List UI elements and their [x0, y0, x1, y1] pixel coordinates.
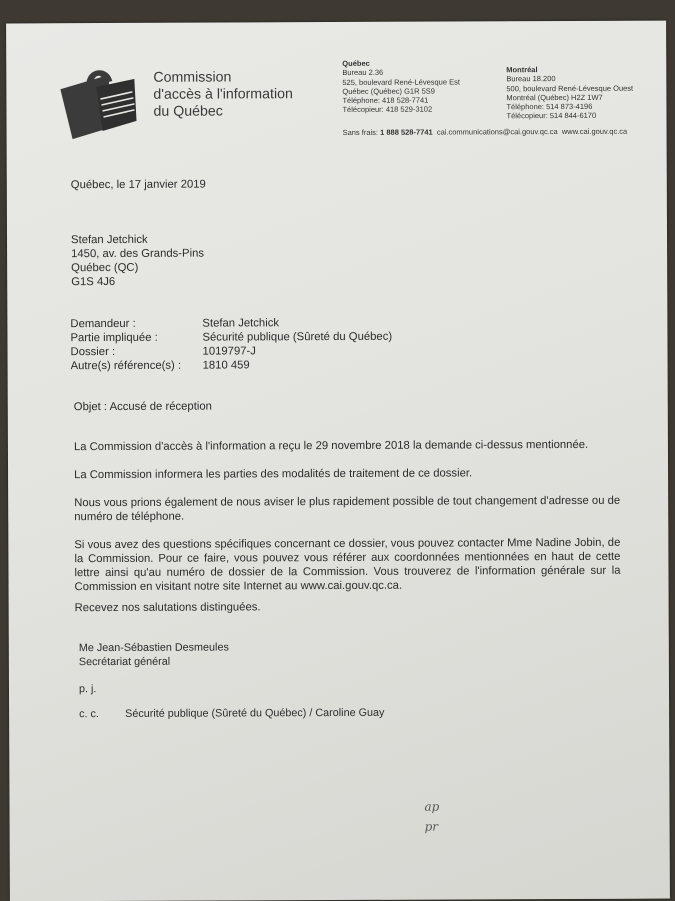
- signatory-name: Me Jean-Sébastien Desmeules: [78, 641, 229, 655]
- contact-email: cai.communications@cai.gouv.qc.ca: [436, 127, 558, 137]
- paragraph: Recevez nos salutations distinguées.: [74, 601, 261, 615]
- quebec-office-address: [342, 58, 460, 114]
- detail-value: Sécurité publique (Sûreté du Québec): [202, 330, 393, 344]
- tollfree-label: Sans frais:: [342, 127, 379, 137]
- org-name: [153, 69, 293, 121]
- org-name-line: Commission: [153, 69, 232, 86]
- paragraph: La Commission informera les parties des modalités de traitement de ce dossier.: [74, 467, 473, 482]
- recipient-line: G1S 4J6: [71, 275, 116, 289]
- address-line: Bureau 2.36: [342, 68, 384, 78]
- letter-page: [6, 21, 670, 901]
- attachments-label: p. j.: [78, 683, 97, 696]
- paragraph: La Commission d'accès à l'information a reçu le 29 novembre 2018 la demande ci-dessus mentionnée.: [73, 438, 589, 454]
- tollfree-number: 1 888 528-7741: [380, 127, 433, 137]
- detail-label: Autre(s) référence(s) :: [70, 359, 182, 373]
- detail-label: Partie impliquée :: [70, 331, 158, 345]
- detail-value: 1810 459: [202, 359, 250, 372]
- recipient-line: Stefan Jetchick: [71, 233, 148, 247]
- signature-block: [79, 640, 229, 669]
- handwritten-note: ap pr: [424, 799, 440, 834]
- cc-value: Sécurité publique (Sûreté du Québec) / Caroline Guay: [125, 706, 385, 720]
- address-line: 525, boulevard René-Lévesque Est: [342, 77, 460, 87]
- date-line: Québec, le 17 janvier 2019: [70, 178, 206, 192]
- address-line: Québec (Québec) G1R 5S9: [342, 86, 435, 96]
- paragraph: Si vous avez des questions spécifiques concernant ce dossier, vous pouvez contacter Mme Nadine Jobin, de la Commission. Pour ce faire, vous pouvez vous référer aux coordonnées mentionnées en haut de cette lettre ainsi qu'au numéro de dossier de la Commission. Vous trouverez de l'information générale sur la Commission en visitant notre site Internet au www.cai.gouv.qc.ca.: [74, 536, 621, 594]
- subject-line: Objet : Accusé de réception: [73, 400, 212, 414]
- recipient-block: [71, 233, 204, 290]
- address-line: 500, boulevard René-Lévesque Ouest: [506, 83, 634, 93]
- address-line: Téléphone: 418 528-7741: [342, 95, 429, 106]
- recipient-line: 1450, av. des Grands-Pins: [71, 247, 205, 261]
- detail-value: Stefan Jetchick: [202, 317, 280, 330]
- address-line: Bureau 18.200: [506, 74, 556, 84]
- org-name-line: d'accès à l'information: [153, 86, 293, 103]
- address-line: Télécopieur: 514 844-6170: [506, 111, 597, 121]
- detail-label: Demandeur :: [70, 317, 136, 331]
- org-name-line: du Québec: [153, 103, 223, 120]
- cc-label: c. c.: [79, 708, 99, 721]
- cai-logo-icon: [56, 59, 140, 143]
- address-line: Téléphone: 514 873-4196: [506, 102, 593, 112]
- signatory-title: Secrétariat général: [78, 655, 171, 669]
- address-line: Montréal (Québec) H2Z 1W7: [506, 92, 603, 103]
- detail-label: Dossier :: [70, 345, 116, 359]
- recipient-line: Québec (QC): [71, 261, 139, 275]
- quebec-office-city: Québec: [342, 58, 370, 68]
- detail-value: 1019797-J: [202, 345, 256, 358]
- contact-line: [343, 127, 628, 137]
- montreal-office-address: [506, 65, 633, 121]
- address-line: Télécopieur: 418 529-3102: [342, 105, 433, 115]
- contact-website: www.cai.gouv.qc.ca: [561, 126, 628, 137]
- paragraph: Nous vous prions également de nous aviser le plus rapidement possible de tout changement d'adresse ou de numéro de téléphone.: [74, 494, 621, 524]
- montreal-office-city: Montréal: [506, 65, 538, 75]
